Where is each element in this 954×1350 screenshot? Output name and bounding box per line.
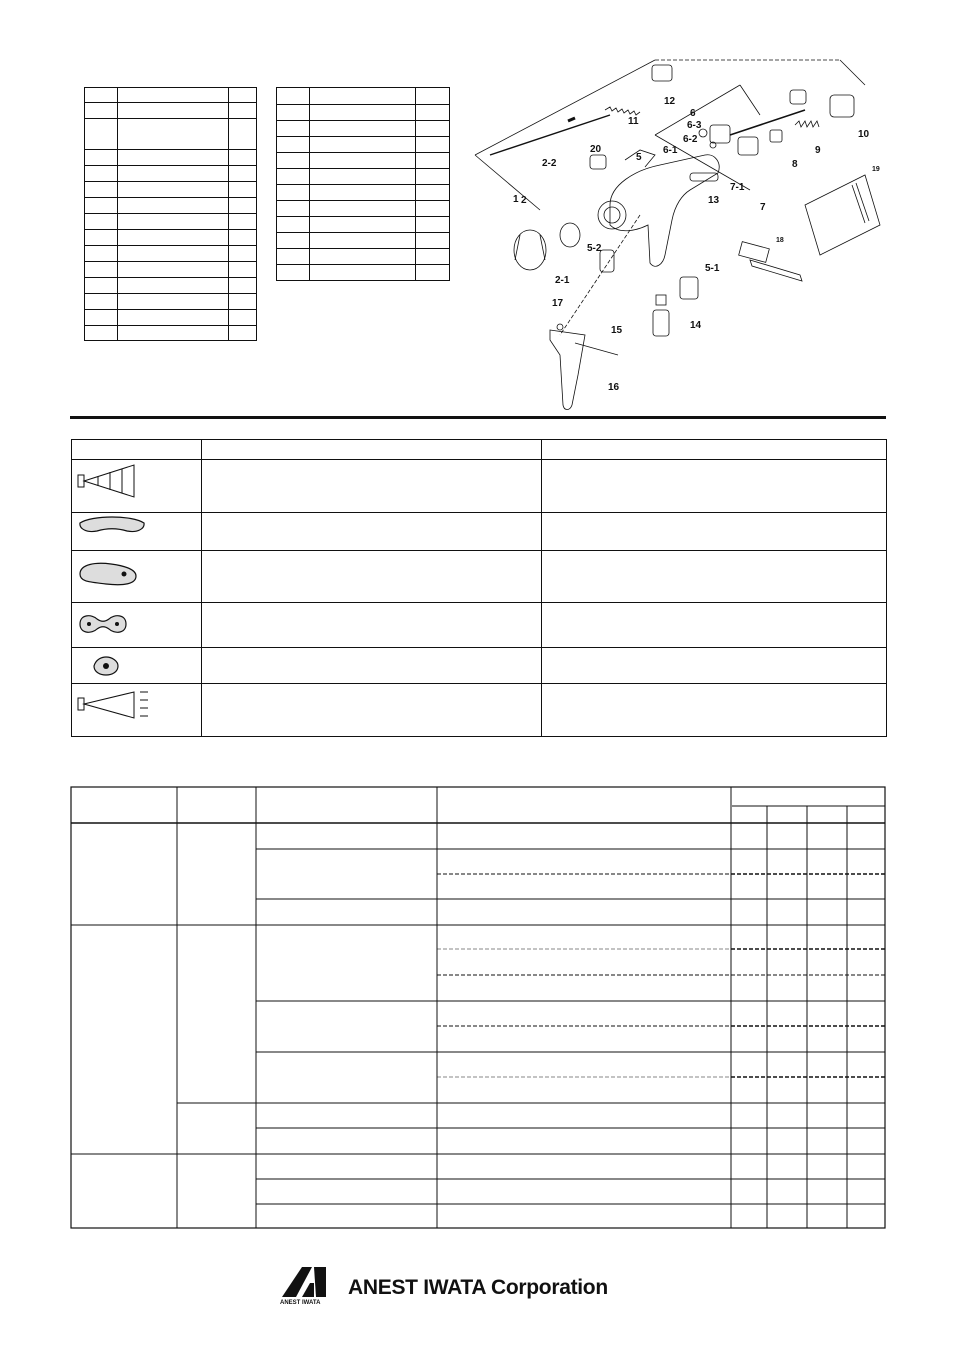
part-label-6-2: 6-2 bbox=[683, 134, 698, 145]
part-label-2-1: 2-1 bbox=[555, 275, 570, 286]
section-divider bbox=[70, 416, 886, 419]
part-label-6-1: 6-1 bbox=[663, 145, 678, 156]
part-label-7-1: 7-1 bbox=[730, 182, 745, 193]
spray-pattern-trouble-table bbox=[71, 439, 887, 737]
part-label-2-2: 2-2 bbox=[542, 158, 557, 169]
part-label-10: 10 bbox=[858, 129, 870, 140]
part-label-15: 15 bbox=[611, 325, 623, 336]
pattern-crescent-icon bbox=[77, 513, 147, 537]
part-label-5-1: 5-1 bbox=[705, 263, 720, 274]
part-label-16: 16 bbox=[608, 382, 620, 393]
pattern-cone-icon bbox=[76, 463, 138, 499]
part-label-7: 7 bbox=[760, 202, 766, 213]
part-label-19: 19 bbox=[872, 166, 880, 173]
anest-iwata-logo-icon bbox=[280, 1265, 342, 1301]
part-label-5: 5 bbox=[636, 152, 642, 163]
part-label-17: 17 bbox=[552, 298, 564, 309]
part-label-11: 11 bbox=[628, 116, 639, 127]
parts-list-table-right bbox=[276, 87, 450, 281]
logo-caption: ANEST IWATA bbox=[280, 1300, 321, 1306]
part-label-6: 6 bbox=[690, 108, 696, 119]
pattern-heavy-end-icon bbox=[76, 560, 140, 588]
spray-gun-exploded-diagram bbox=[460, 55, 900, 415]
part-label-9: 9 bbox=[815, 145, 821, 156]
part-label-14: 14 bbox=[690, 320, 702, 331]
part-label-2: 2 bbox=[521, 195, 527, 206]
part-label-1: 1 bbox=[513, 194, 519, 205]
pattern-spitting-icon bbox=[76, 688, 150, 724]
maintenance-table bbox=[70, 786, 886, 1230]
part-label-13: 13 bbox=[708, 195, 720, 206]
parts-list-table-left bbox=[84, 87, 257, 341]
pattern-split-icon bbox=[77, 612, 129, 636]
part-label-5-2: 5-2 bbox=[587, 243, 602, 254]
company-name: ANEST IWATA Corporation bbox=[348, 1276, 608, 1299]
part-label-12: 12 bbox=[664, 96, 676, 107]
part-label-6-3: 6-3 bbox=[687, 120, 702, 131]
part-label-18: 18 bbox=[776, 237, 784, 244]
part-label-20: 20 bbox=[590, 144, 602, 155]
pattern-center-icon bbox=[92, 655, 120, 677]
part-label-8: 8 bbox=[792, 159, 798, 170]
